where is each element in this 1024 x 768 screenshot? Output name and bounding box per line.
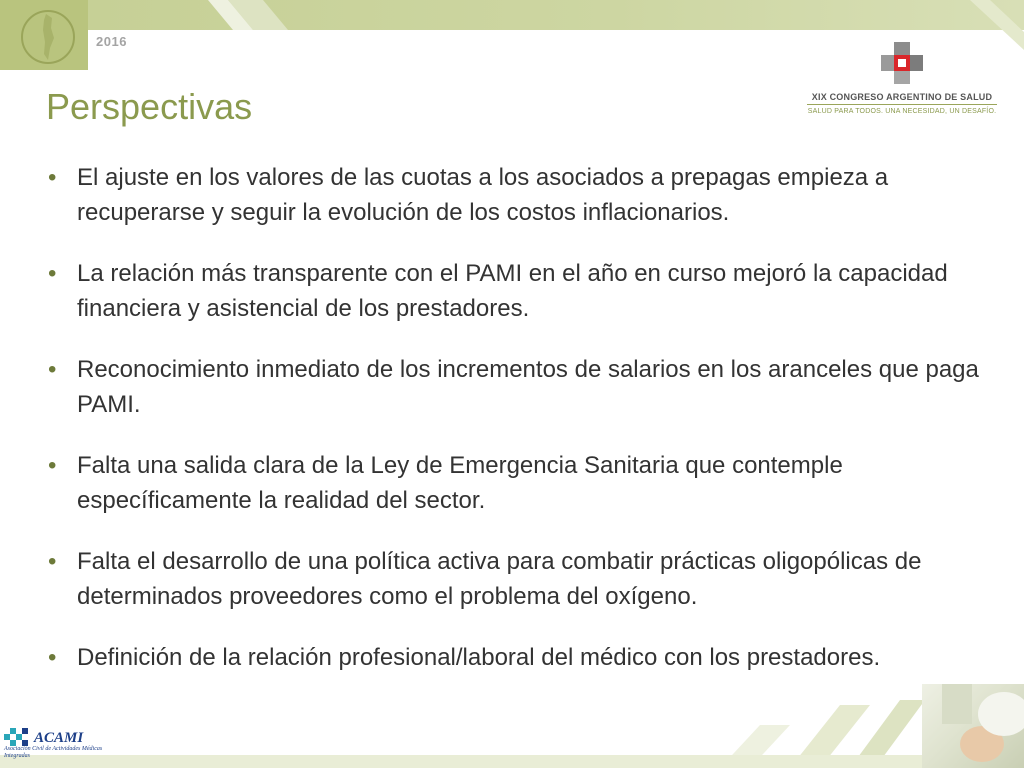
- acami-name: ACAMI: [34, 730, 84, 746]
- bullet-item: • La relación más transparente con el PAMI en el año en curso mejoró la capacidad financiera y asistencial de los prestadores.: [46, 256, 1011, 326]
- page-title: Perspectivas: [46, 86, 253, 127]
- bullet-item: • El ajuste en los valores de las cuotas a los asociados a prepagas empieza a recuperarse y seguir la evolución de los costos inflacionarios.: [46, 160, 1011, 230]
- acami-logo: [4, 726, 114, 768]
- bullet-list: [46, 160, 1011, 701]
- bullet-item: • Reconocimiento inmediato de los incrementos de salarios en los aranceles que paga PAMI.: [46, 352, 1011, 422]
- bullet-item: • Falta una salida clara de la Ley de Emergencia Sanitaria que contemple específicamente la realidad del sector.: [46, 448, 1011, 518]
- bullet-item: • Definición de la relación profesional/laboral del médico con los prestadores.: [46, 640, 1011, 675]
- acami-subtitle: Asociación Civil de Actividades Médicas Integradas: [4, 746, 103, 759]
- red-cross-icon: [879, 40, 925, 86]
- argentina-map-icon: [18, 8, 78, 66]
- congreso-tagline: SALUD PARA TODOS. UNA NECESIDAD, UN DESAFÍO.: [807, 108, 997, 115]
- bullet-item: • Falta el desarrollo de una política activa para combatir prácticas oligopólicas de determinados proveedores como el problema del oxígeno.: [46, 544, 1011, 614]
- year-label: 2016: [96, 34, 127, 49]
- doctor-patient-photo: [922, 684, 1024, 768]
- bottom-decorative-stripes: [0, 685, 1024, 768]
- photo-illustration: [922, 684, 1024, 768]
- congreso-name: XIX CONGRESO ARGENTINO DE SALUD: [807, 92, 997, 105]
- top-left-block: [0, 0, 88, 70]
- acami-checker-icon: [4, 728, 32, 746]
- congreso-logo: [807, 40, 997, 120]
